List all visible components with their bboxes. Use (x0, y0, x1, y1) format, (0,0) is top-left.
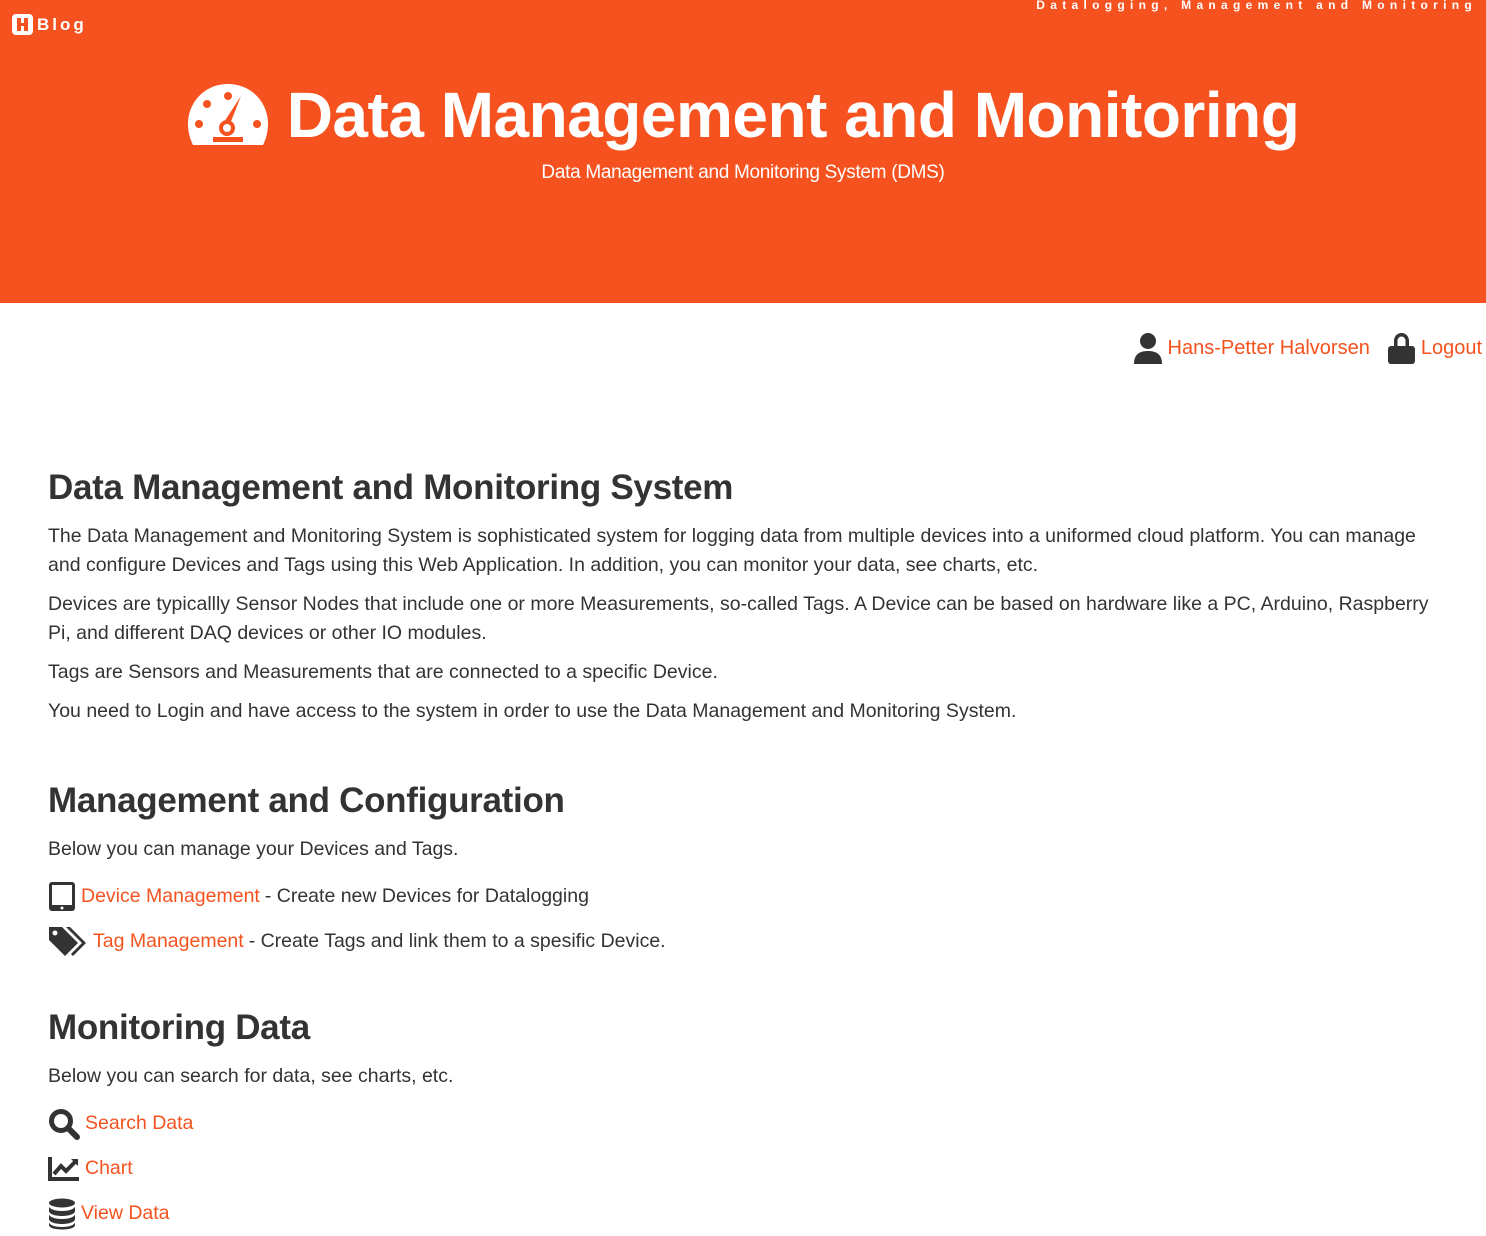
database-icon (48, 1198, 76, 1230)
dashboard-gauge-icon (187, 82, 269, 148)
monitoring-heading: Monitoring Data (48, 1008, 310, 1047)
tag-management-description: - Create Tags and link them to a spesific Device. (248, 930, 666, 952)
management-heading: Management and Configuration (48, 781, 565, 820)
logout-label: Logout (1420, 336, 1482, 359)
tag-management-link[interactable]: Tag Management (93, 930, 244, 952)
blog-label: Blog (37, 14, 87, 34)
intro-paragraph: You need to Login and have access to the system in order to use the Data Management and Monitoring System. (48, 700, 1017, 722)
search-icon (48, 1108, 80, 1140)
intro-heading: Data Management and Monitoring System (48, 468, 734, 507)
management-section (48, 775, 1448, 964)
user-bar (1133, 332, 1482, 364)
monitoring-section (48, 1002, 1448, 1236)
lock-icon (1387, 332, 1416, 364)
user-icon (1133, 332, 1163, 364)
view-data-link[interactable]: View Data (81, 1202, 170, 1224)
blog-logo-icon (12, 14, 33, 35)
search-data-link[interactable]: Search Data (85, 1112, 194, 1134)
device-management-row (48, 874, 1448, 919)
logout-link[interactable] (1387, 332, 1482, 364)
chart-row (48, 1146, 1448, 1191)
tablet-icon (48, 881, 76, 912)
chart-icon (48, 1156, 80, 1182)
intro-paragraph: Devices are typicallly Sensor Nodes that include one or more Measurements, so-called Tags. A Device can be based on hardware like a PC, Arduino, Raspberry Pi, and different DAQ devices or other IO modules. (48, 593, 1429, 644)
user-name: Hans-Petter Halvorsen (1167, 336, 1370, 359)
blog-link[interactable] (12, 14, 87, 35)
tag-management-row (48, 919, 1448, 964)
tags-icon (48, 926, 88, 958)
device-management-description: - Create new Devices for Datalogging (264, 885, 589, 907)
intro-section (48, 462, 1448, 736)
search-data-row (48, 1101, 1448, 1146)
management-description: Below you can manage your Devices and Tags. (48, 838, 459, 860)
chart-link[interactable]: Chart (85, 1157, 133, 1179)
page-subtitle: Data Management and Monitoring System (DMS) (541, 162, 945, 183)
hero-banner (0, 0, 1486, 303)
intro-paragraph: Tags are Sensors and Measurements that are connected to a specific Device. (48, 661, 718, 683)
user-profile-link[interactable] (1133, 332, 1370, 364)
monitoring-description: Below you can search for data, see charts, etc. (48, 1065, 454, 1087)
view-data-row (48, 1191, 1448, 1236)
hero-title-row (0, 78, 1486, 152)
site-tagline: Datalogging, Management and Monitoring (1036, 0, 1477, 12)
page-title: Data Management and Monitoring (286, 79, 1300, 151)
device-management-link[interactable]: Device Management (81, 885, 260, 907)
intro-paragraph: The Data Management and Monitoring System is sophisticated system for logging data from multiple devices into a uniformed cloud platform. You can manage and configure Devices and Tags using this Web Application. In addition, you can monitor your data, see charts, etc. (48, 525, 1416, 576)
